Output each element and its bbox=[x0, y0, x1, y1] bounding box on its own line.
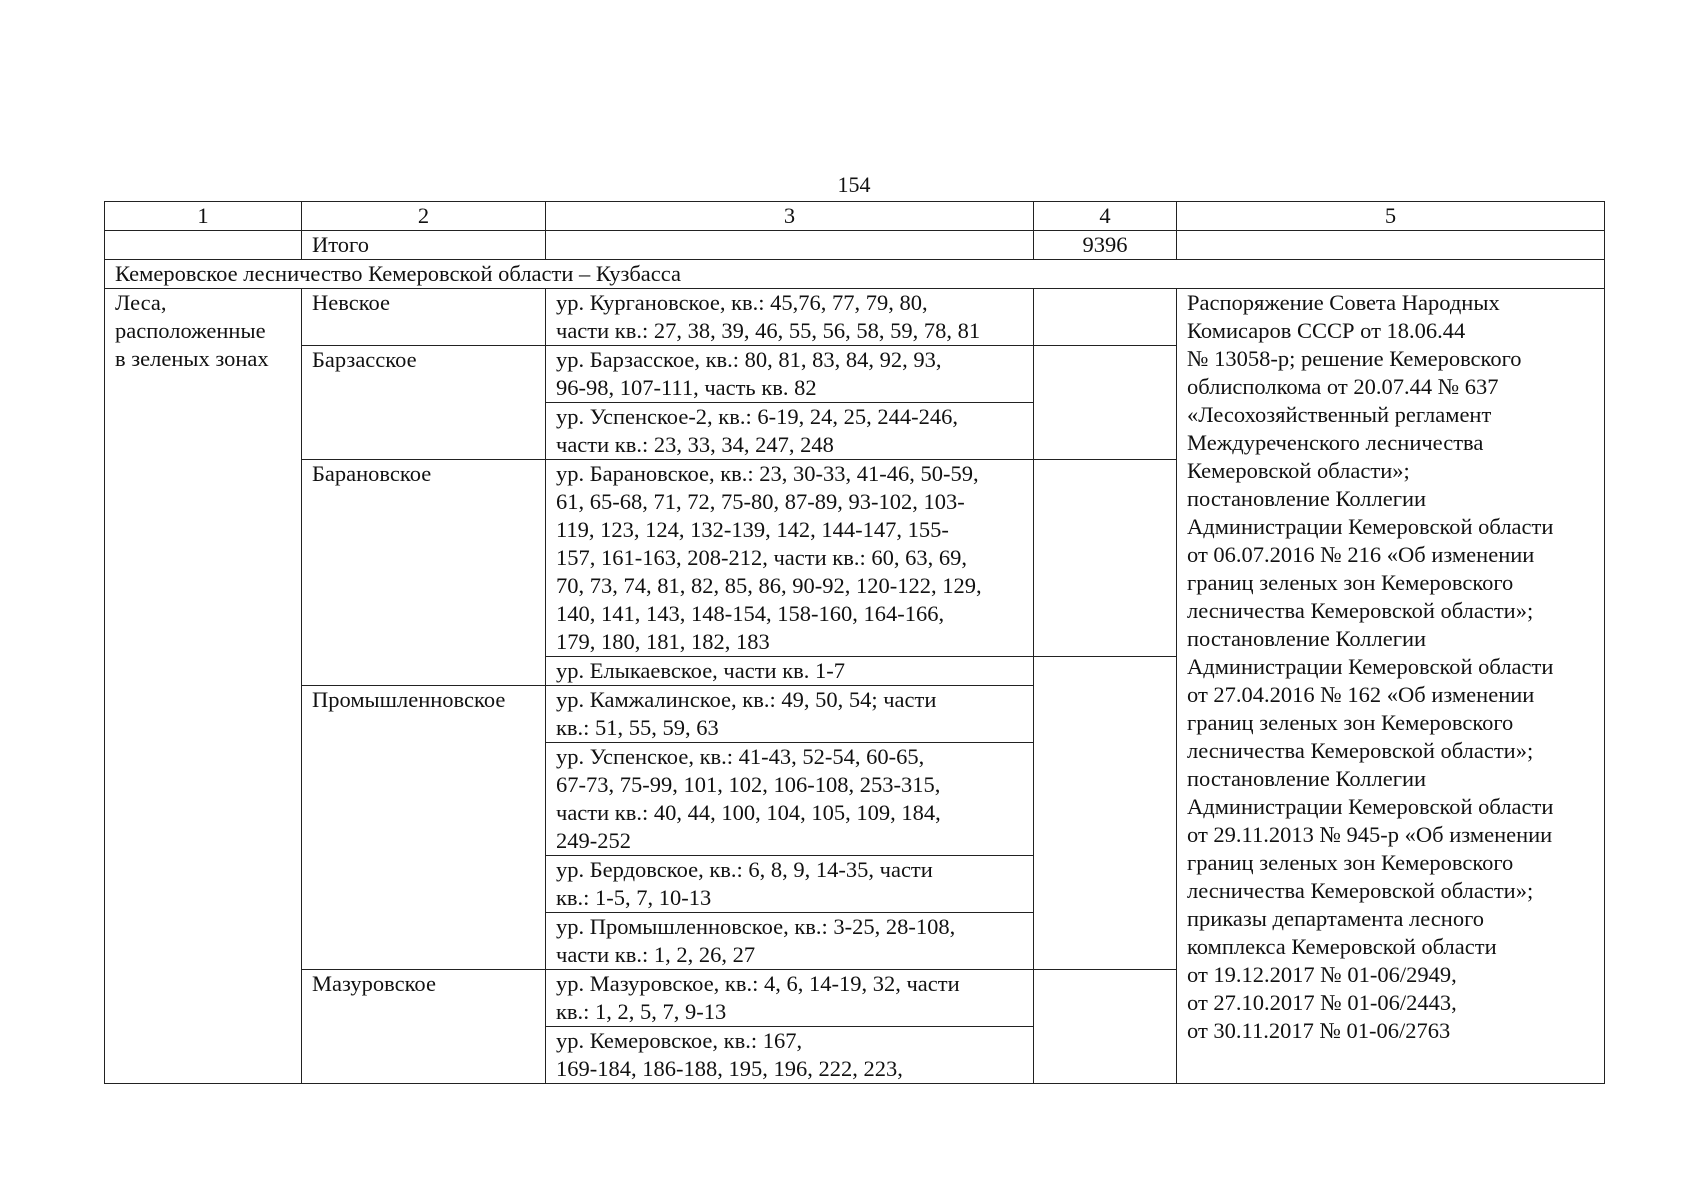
tract-cell: ур. Промышленновское, кв.: 3-25, 28-108, части кв.: 1, 2, 26, 27 bbox=[546, 913, 1034, 970]
forestry-cell: Промышленновское bbox=[302, 686, 546, 970]
area-cell bbox=[1034, 460, 1177, 657]
forestry-cell: Мазуровское bbox=[302, 970, 546, 1084]
forestry-cell: Невское bbox=[302, 289, 546, 346]
area-cell bbox=[1034, 657, 1177, 970]
tract-cell: ур. Барзасское, кв.: 80, 81, 83, 84, 92, 93, 96-98, 107-111, часть кв. 82 bbox=[546, 346, 1034, 403]
col-header-2: 2 bbox=[302, 202, 546, 231]
total-value: 9396 bbox=[1034, 231, 1177, 260]
page-number: 154 bbox=[837, 172, 871, 197]
total-empty-cell bbox=[1177, 231, 1605, 260]
tract-cell: ур. Кургановское, кв.: 45,76, 77, 79, 80, части кв.: 27, 38, 39, 46, 55, 56, 58, 59, 78, 81 bbox=[546, 289, 1034, 346]
col-header-4: 4 bbox=[1034, 202, 1177, 231]
total-row bbox=[105, 231, 1605, 260]
tract-cell: ур. Камжалинское, кв.: 49, 50, 54; части кв.: 51, 55, 59, 63 bbox=[546, 686, 1034, 743]
col-header-5: 5 bbox=[1177, 202, 1605, 231]
area-cell bbox=[1034, 970, 1177, 1084]
col-header-3: 3 bbox=[546, 202, 1034, 231]
tract-cell: ур. Барановское, кв.: 23, 30-33, 41-46, 50-59, 61, 65-68, 71, 72, 75-80, 87-89, 93-102, 103- 119, 123, 124, 132-139, 142, 144-147, 155- 157, 161-163, 208-212, части кв.: 60, 63, 69, 70, 73, 74, 81, 82, 85, 86, 90-92, 120-122, 129, 140, 141, 143, 148-154, 158-160, 164-166, 179, 180, 181, 182, 183 bbox=[546, 460, 1034, 657]
header-row bbox=[105, 202, 1605, 231]
total-empty-cell bbox=[105, 231, 302, 260]
col-header-1: 1 bbox=[105, 202, 302, 231]
tract-cell: ур. Бердовское, кв.: 6, 8, 9, 14-35, части кв.: 1-5, 7, 10-13 bbox=[546, 856, 1034, 913]
area-cell bbox=[1034, 289, 1177, 346]
legal-basis-cell: Распоряжение Совета Народных Комисаров СССР от 18.06.44 № 13058-р; решение Кемеровского облисполкома от 20.07.44 № 637 «Лесохозяйственный регламент Междуреченского лесничества Кемеровской области»; постановление Коллегии Администрации Кемеровской области от 06.07.2016 № 216 «Об изменении границ зеленых зон Кемеровского лесничества Кемеровской области»; постановление Коллегии Администрации Кемеровской области от 27.04.2016 № 162 «Об изменении границ зеленых зон Кемеровского лесничества Кемеровской области»; постановление Коллегии Администрации Кемеровской области от 29.11.2013 № 945-р «Об изменении границ зеленых зон Кемеровского лесничества Кемеровской области»; приказы департамента лесного комплекса Кемеровской области от 19.12.2017 № 01-06/2949, от 27.10.2017 № 01-06/2443, от 30.11.2017 № 01-06/2763 bbox=[1177, 289, 1605, 1084]
table-row bbox=[105, 289, 1605, 346]
forest-table bbox=[104, 201, 1605, 1084]
section-title: Кемеровское лесничество Кемеровской области – Кузбасса bbox=[105, 260, 1605, 289]
tract-cell: ур. Мазуровское, кв.: 4, 6, 14-19, 32, части кв.: 1, 2, 5, 7, 9-13 bbox=[546, 970, 1034, 1027]
forestry-cell: Барзасское bbox=[302, 346, 546, 460]
forestry-cell: Барановское bbox=[302, 460, 546, 686]
tract-cell: ур. Успенское-2, кв.: 6-19, 24, 25, 244-246, части кв.: 23, 33, 34, 247, 248 bbox=[546, 403, 1034, 460]
total-label: Итого bbox=[302, 231, 546, 260]
tract-cell: ур. Успенское, кв.: 41-43, 52-54, 60-65, 67-73, 75-99, 101, 102, 106-108, 253-315, части кв.: 40, 44, 100, 104, 105, 109, 184, 249-252 bbox=[546, 743, 1034, 856]
tract-cell: ур. Елыкаевское, части кв. 1-7 bbox=[546, 657, 1034, 686]
section-row bbox=[105, 260, 1605, 289]
total-empty-cell bbox=[546, 231, 1034, 260]
area-cell bbox=[1034, 346, 1177, 460]
tract-cell: ур. Кемеровское, кв.: 167, 169-184, 186-188, 195, 196, 222, 223, bbox=[546, 1027, 1034, 1084]
category-cell: Леса, расположенные в зеленых зонах bbox=[105, 289, 302, 1084]
